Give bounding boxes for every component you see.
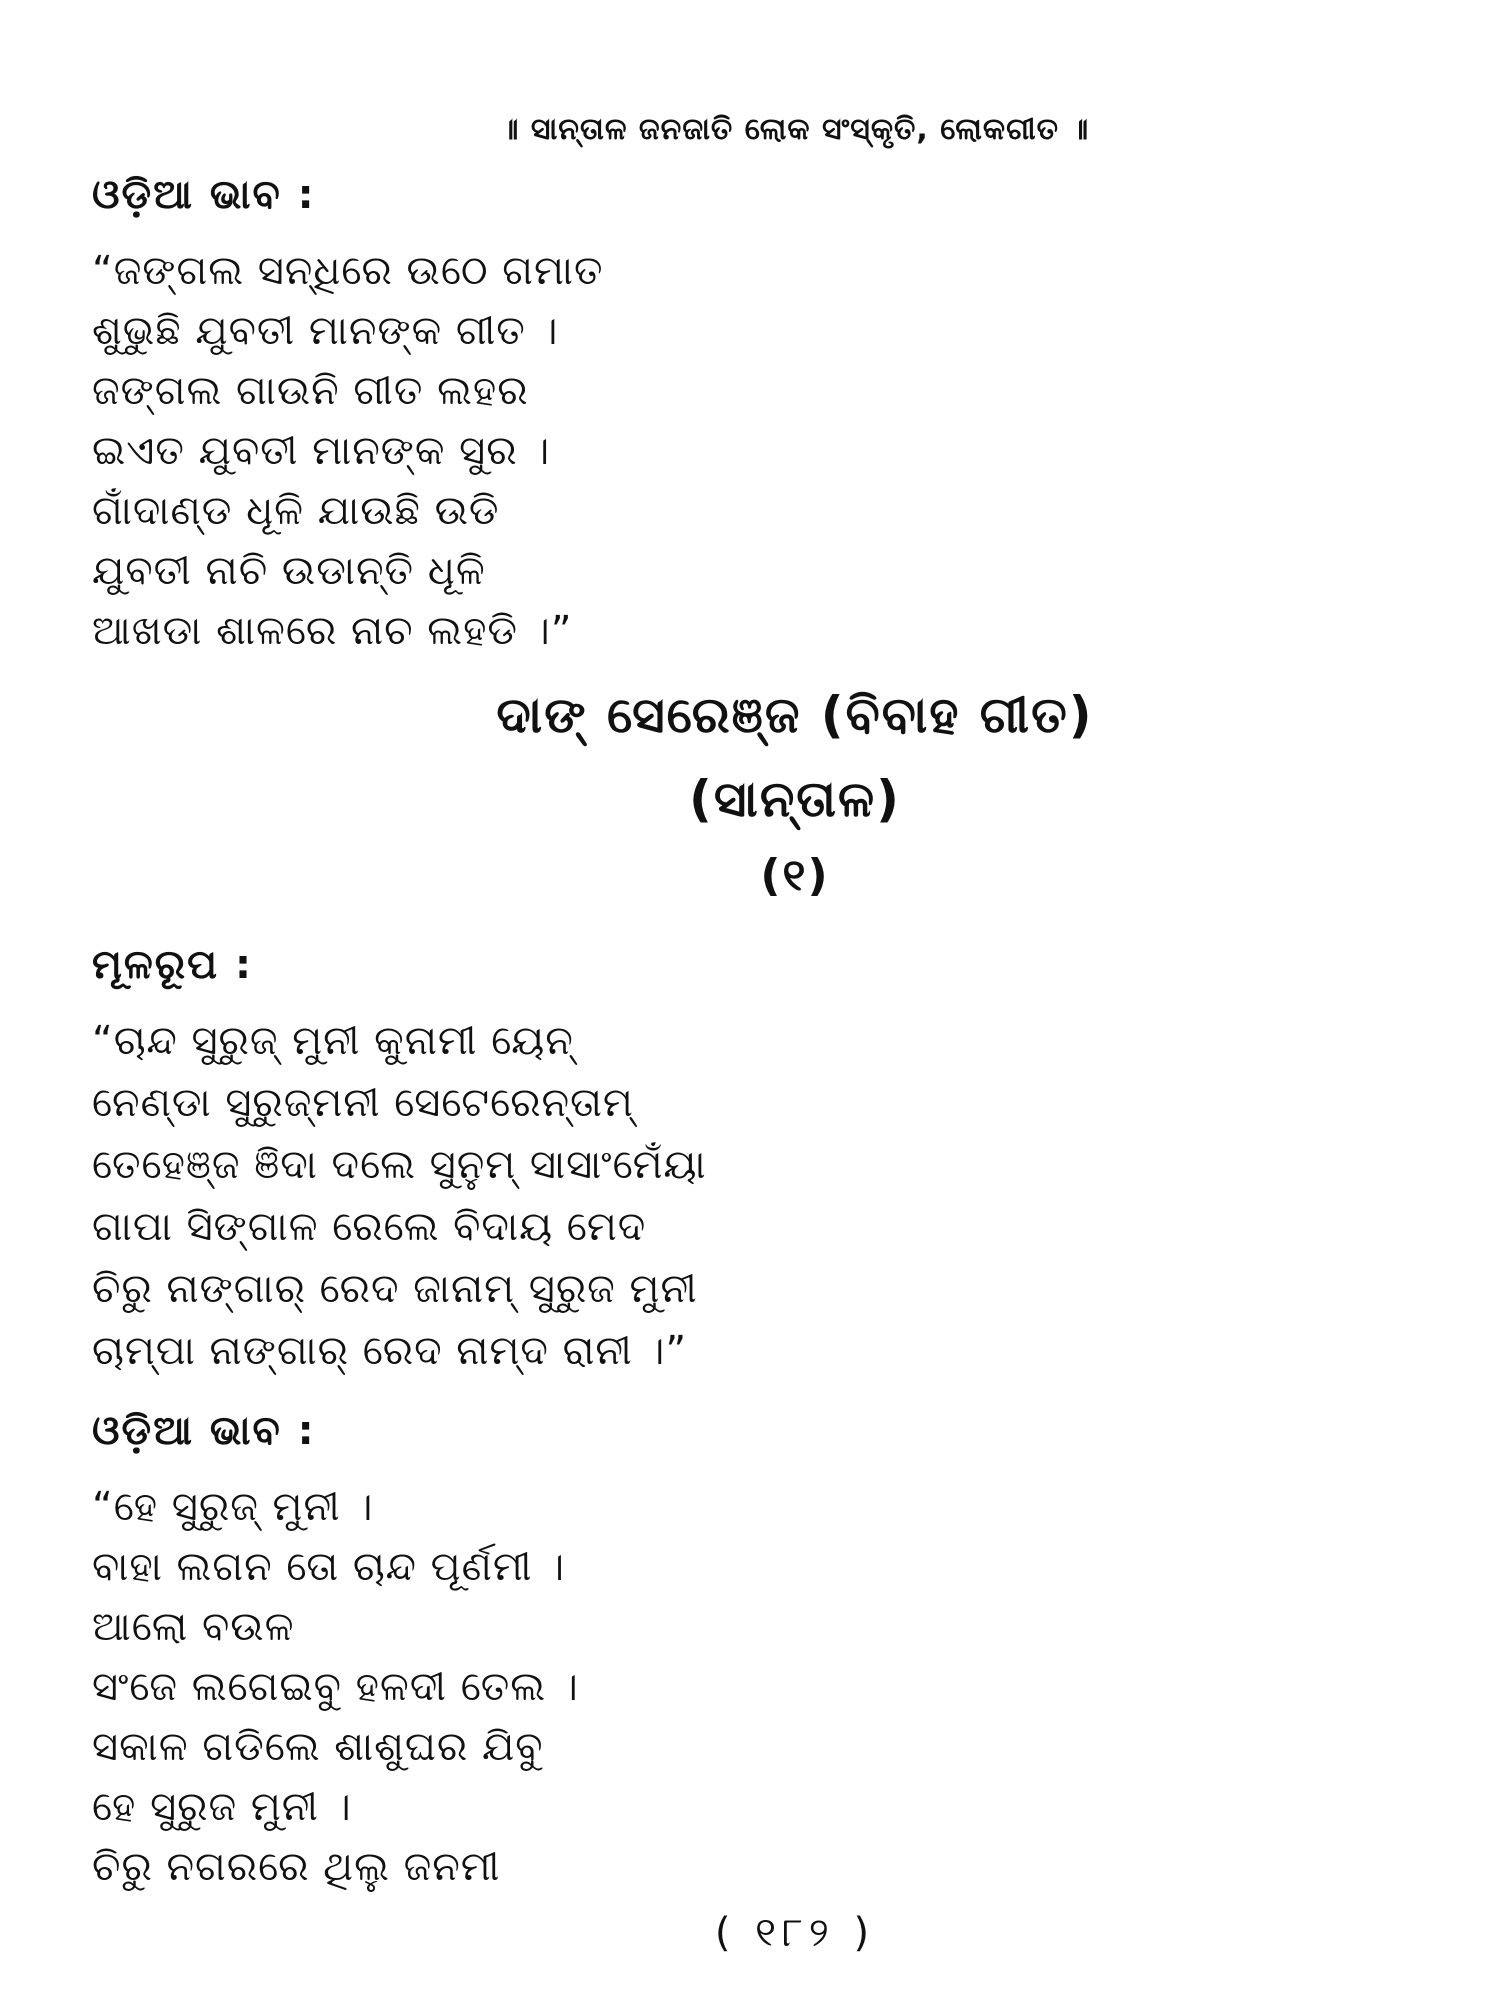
verse-line: ଗାଁଦାଣ୍ଡ ଧୂଳି ଯାଉଛି ଉଡି: [92, 488, 500, 534]
verse-line: ଯୁବତୀ ନାଚି ଉଡାନ୍ତି ଧୂଳି: [92, 548, 486, 594]
section-label-original-form: ମୂଳରୂପ :: [92, 942, 253, 988]
verse-line: ତେହେଞ୍ଜ ଞିଦା ଦଲେ ସୁନୁମ୍ ସାସାଂମେଁୟା: [92, 1142, 707, 1188]
running-header: ॥ ସାନ୍ତାଳ ଜନଜାତି ଲୋକ ସଂସ୍କୃତି, ଲୋକଗୀତ ॥: [500, 112, 1090, 147]
verse-line: “ହେ ସୁରୁଜ୍ ମୁନୀ ।: [92, 1484, 374, 1530]
verse-line: ବାହା ଲଗନ ତୋ ଚାନ୍ଦ ପୂର୍ଣମୀ ।: [92, 1544, 566, 1590]
verse-line: ଜଙ୍ଗଲ ଗାଉନି ଗୀତ ଲହର: [92, 368, 529, 414]
verse-line: “ଜଙ୍ଗଲ ସନ୍ଧିରେ ଉଠେ ଗମାତ: [92, 248, 604, 294]
verse-line: ଚିରୁ ନାଙ୍ଗାର୍ ରେଦ ଜାନାମ୍ ସୁରୁଜ ମୁନୀ: [92, 1266, 698, 1312]
section-label-odia-meaning: ଓଡ଼ିଆ ଭାବ :: [92, 172, 316, 218]
verse-line: ସକାଳ ଗଡିଲେ ଶାଶୁଘର ଯିବୁ: [92, 1724, 544, 1770]
page-number: ( ୧୮୨ ): [714, 1910, 876, 1956]
verse-line: ଆଲୋ ବଉଳ: [92, 1604, 295, 1650]
song-subtitle: (ସାନ୍ତାଳ): [688, 770, 901, 828]
section-label-odia-meaning: ଓଡ଼ିଆ ଭାବ :: [92, 1408, 316, 1454]
verse-line: ଇଏତ ଯୁବତୀ ମାନଙ୍କ ସୁର ।: [92, 428, 551, 474]
verse-line: ହେ ସୁରୁଜ ମୁନୀ ।: [92, 1784, 352, 1830]
verse-line: ଆଖଡା ଶାଳରେ ନାଚ ଲହଡି ।”: [92, 608, 573, 654]
verse-line: ସଂଜେ ଲଗେଇବୁ ହଳଦୀ ତେଲ ।: [92, 1664, 579, 1710]
verse-line: ନେଣ୍ଡା ସୁରୁଜ୍ମନୀ ସେଟେରେନ୍ତାମ୍: [92, 1080, 634, 1126]
verse-line: ଚାମ୍ପା ନାଙ୍ଗାର୍ ରେଦ ନାମ୍ଦ ରାନୀ ।”: [92, 1328, 688, 1374]
verse-line: ଗାପା ସିଙ୍ଗାଳ ରେଲେ ବିଦାୟ ମେଦ: [92, 1204, 647, 1250]
song-title: ଦାଙ୍ ସେରେଞ୍ଜ (ବିବାହ ଗୀତ): [496, 686, 1094, 744]
verse-line: ଶୁଭୁଛି ଯୁବତୀ ମାନଙ୍କ ଗୀତ ।: [92, 308, 559, 354]
verse-line: ଚିରୁ ନଗରରେ ଥିଲୁ ଜନମୀ: [92, 1844, 501, 1890]
song-number: (୧): [760, 850, 830, 901]
verse-line: “ଚାନ୍ଦ ସୁରୁଜ୍ ମୁନୀ କୁନାମୀ ୟେନ୍: [92, 1018, 574, 1064]
